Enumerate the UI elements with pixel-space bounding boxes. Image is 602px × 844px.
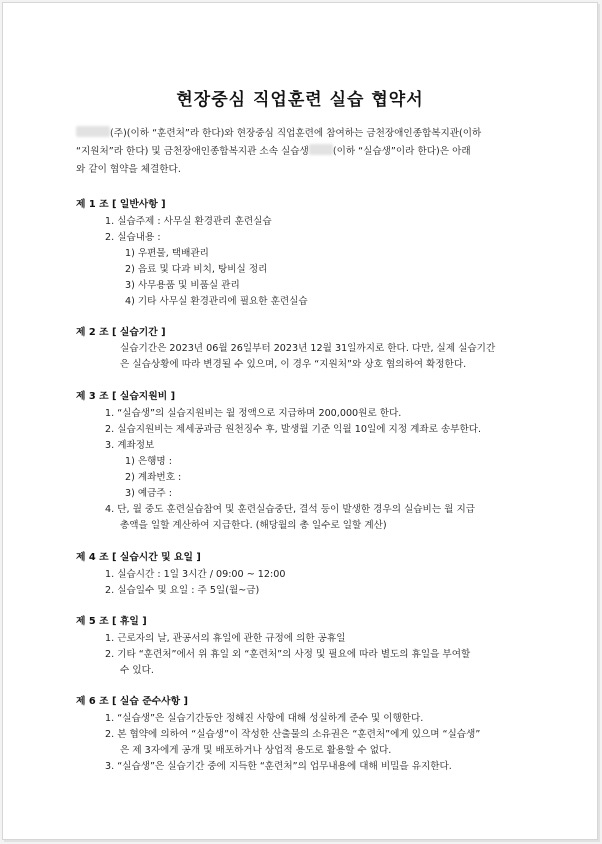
article-3-subitem: 3) 예금주 : [125,488,172,499]
article-4-item: 1. 실습시간 : 1일 3시간 / 09:00 ~ 12:00 [105,569,286,580]
document-page [2,2,598,840]
article-6-title: 제 6 조 [ 실습 준수사항 ] [76,696,188,707]
article-3-subitem: 1) 은행명 : [125,456,172,467]
intro-text-3: (이하 “실습생”이라 한다)은 아래 [332,146,471,157]
article-1-subitem: 3) 사무용품 및 비품실 관리 [125,280,240,291]
article-3-item: 3. 계좌정보 [105,440,155,451]
article-6-item: 2. 본 협약에 의하여 “실습생”이 작성한 산출물의 소유권은 “훈련처”에게 있으며 “실습생” [105,729,481,740]
article-3-item-cont: 총액을 일할 계산하여 지급한다. (해당월의 총 일수로 일할 계산) [120,520,387,531]
article-1-item: 1. 실습주제 : 사무실 환경관리 훈련실습 [105,216,272,227]
intro-text-1: (주)(이하 “훈련처”라 한다)와 현장중심 직업훈련에 참여하는 금천장애인종합복지관(이하 [110,128,482,139]
intro-text-4: 와 같이 협약을 체결한다. [76,164,181,175]
article-4-item: 2. 실습일수 및 요일 : 주 5일(월~금) [105,585,260,596]
document-title: 현장중심 직업훈련 실습 협약서 [176,90,424,110]
article-1-subitem: 1) 우편물, 택배관리 [125,248,209,259]
intro-text-2: “지원처”라 한다) 및 금천장애인종합복지관 소속 실습생 [76,146,309,157]
article-3-item: 2. 실습지원비는 제세공과금 원천징수 후, 발생월 기준 익월 10일에 지정 계좌로 송부한다. [105,424,482,435]
article-2-text: 은 실습상황에 따라 변경될 수 있으며, 이 경우 “지원처”와 상호 협의하여 확정한다. [120,359,467,370]
article-1-subitem: 2) 음료 및 다과 비치, 탕비실 정리 [125,264,268,275]
article-6-item-cont: 은 제 3자에게 공개 및 배포하거나 상업적 용도로 활용할 수 없다. [120,745,392,756]
article-3-title: 제 3 조 [ 실습지원비 ] [76,391,176,402]
article-5-title: 제 5 조 [ 휴일 ] [76,616,147,627]
article-5-item-cont: 수 있다. [120,665,154,676]
article-4-title: 제 4 조 [ 실습시간 및 요일 ] [76,552,201,563]
redacted-trainee-name [309,144,333,155]
article-5-item: 1. 근로자의 날, 관공서의 휴일에 관한 규정에 의한 공휴일 [105,633,346,644]
intro-paragraph [76,125,536,179]
article-3-subitem: 2) 계좌번호 : [125,472,182,483]
article-3-item: 1. “실습생”의 실습지원비는 월 정액으로 지급하며 200,000원로 한다. [105,408,402,419]
redacted-company-name [76,126,110,137]
article-1-item: 2. 실습내용 : [105,232,161,243]
article-1-subitem: 4) 기타 사무실 환경관리에 필요한 훈련실습 [125,296,308,307]
article-3-item: 4. 단, 월 중도 훈련실습참여 및 훈련실습중단, 결석 등이 발생한 경우의 실습비는 월 지급 [105,504,475,515]
article-5-item: 2. 기타 “훈련처”에서 위 휴일 외 “훈련처”의 사정 및 필요에 따라 별도의 휴일을 부여할 [105,649,471,660]
article-2-text: 실습기간은 2023년 06월 26일부터 2023년 12월 31일까지로 한다. 다만, 실제 실습기간 [120,343,496,354]
article-2-title: 제 2 조 [ 실습기간 ] [76,327,166,338]
article-1-title: 제 1 조 [ 일반사항 ] [76,199,166,210]
article-6-item: 1. “실습생”은 실습기간동안 정해진 사항에 대해 성실하게 준수 및 이행한다. [105,713,424,724]
article-6-item: 3. “실습생”은 실습기간 중에 지득한 “훈련처”의 업무내용에 대해 비밀을 유지한다. [105,761,452,772]
